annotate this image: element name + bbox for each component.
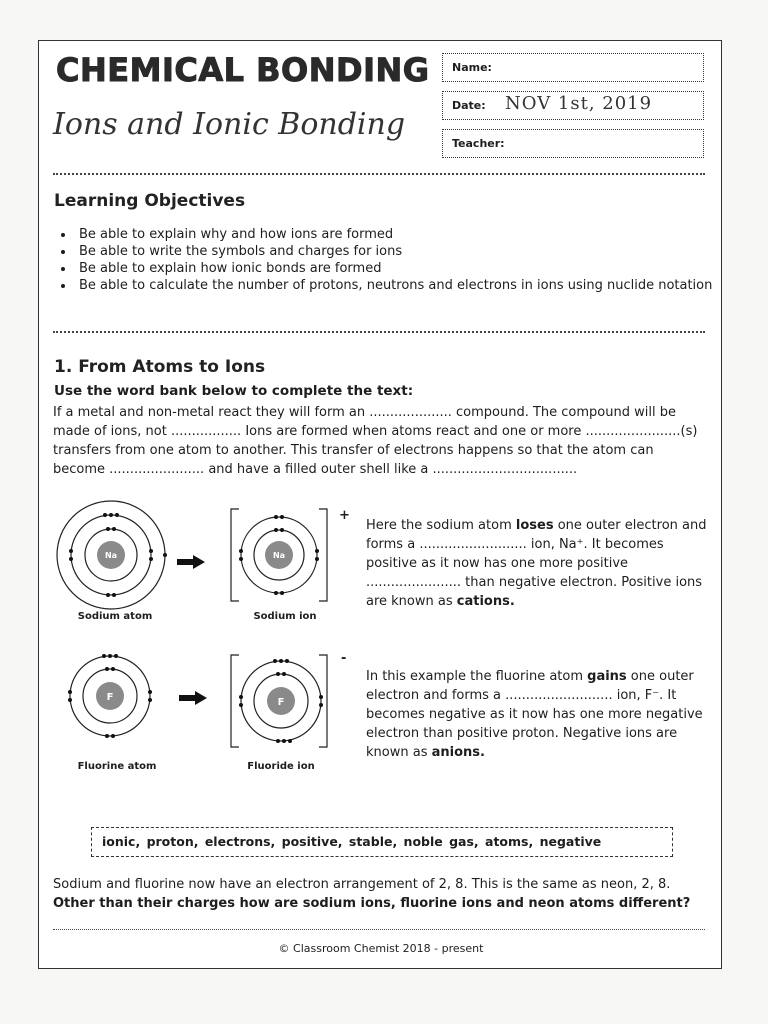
instruction-text: Use the word bank below to complete the text: [54,383,414,399]
footer-copyright: © Classroom Chemist 2018 - present [278,942,484,955]
sodium-ion-nucleus-label: Na [272,551,286,560]
sodium-nucleus-label: Na [104,551,118,560]
objective-item: • Be able to explain why and how ions are formed [75,226,715,243]
divider [53,173,705,175]
fluoride-ion-diagram [229,653,329,749]
worksheet-page [38,40,722,969]
name-label: Name: [452,61,492,74]
sodium-desc-bold: cations. [456,594,515,609]
fluoride-charge: - [341,651,347,666]
name-field[interactable] [442,53,704,82]
objective-item: • Be able to explain how ionic bonds are formed [75,260,715,277]
answer-line[interactable] [53,929,705,930]
fluoride-nucleus-label: F [277,697,285,708]
fluorine-desc-text: In this example the fluorine atom [366,669,588,684]
fluorine-atom-diagram [67,653,153,739]
fluorine-atom-caption: Fluorine atom [77,761,157,772]
sodium-atom-diagram [55,499,167,611]
fluorine-desc-text: one outer electron and forms a .......................... ion, F⁻. It becomes negative as it now has one more negative electron than positive proton. Negative ions are known as [366,669,703,760]
objectives-list [57,226,715,294]
closing-text: Sodium and fluorine now have an electron arrangement of 2, 8. This is the same as neon, 2, 8. [53,877,671,892]
objective-item: • Be able to write the symbols and charges for ions [75,243,715,260]
divider [53,331,705,333]
page-subtitle: Ions and Ionic Bonding [53,107,406,142]
sodium-desc-text: one outer electron and forms a .......................... ion, Na⁺. It becomes positive as it now has one more positive ....................... than negative electron. Positive ions are known as [366,518,707,609]
teacher-field[interactable] [442,129,704,158]
date-label: Date: [452,99,486,112]
fill-in-paragraph: If a metal and non-metal react they will form an .................... compound. The compound will be made of ions, not ................. Ions are formed when atoms react and one or more .......................(s) transfers from one atom to another. This transfer of electrons happens so that the atom can become ....................... and have a filled outer shell like a ................................... [53,405,698,477]
page-title: CHEMICAL BONDING [56,51,430,89]
date-value: NOV 1st, 2019 [505,93,653,114]
teacher-label: Teacher: [452,137,505,150]
arrow-icon [177,555,205,569]
date-field[interactable] [442,91,704,120]
fluorine-description [366,667,711,762]
section-heading: 1. From Atoms to Ions [54,357,266,377]
sodium-charge: + [339,508,350,523]
fluorine-desc-bold: anions. [431,745,485,760]
sodium-atom-caption: Sodium atom [77,611,153,622]
fluorine-nucleus-label: F [106,692,114,703]
closing-question: Other than their charges how are sodium ions, fluorine ions and neon atoms different? [53,896,691,911]
word-bank: ionic, proton, electrons, positive, stable, noble gas, atoms, negative [91,827,673,857]
objective-item: • Be able to calculate the number of protons, neutrons and electrons in ions using nuclide notation [75,277,715,294]
arrow-icon [179,691,207,705]
sodium-desc-text: Here the sodium atom [366,518,516,533]
sodium-description [366,516,711,611]
sodium-desc-bold: loses [515,518,554,533]
sodium-ion-caption: Sodium ion [253,611,317,622]
fluorine-desc-bold: gains [587,669,627,684]
objectives-heading: Learning Objectives [54,191,246,211]
fluoride-ion-caption: Fluoride ion [247,761,315,772]
sodium-ion-diagram [229,507,329,603]
